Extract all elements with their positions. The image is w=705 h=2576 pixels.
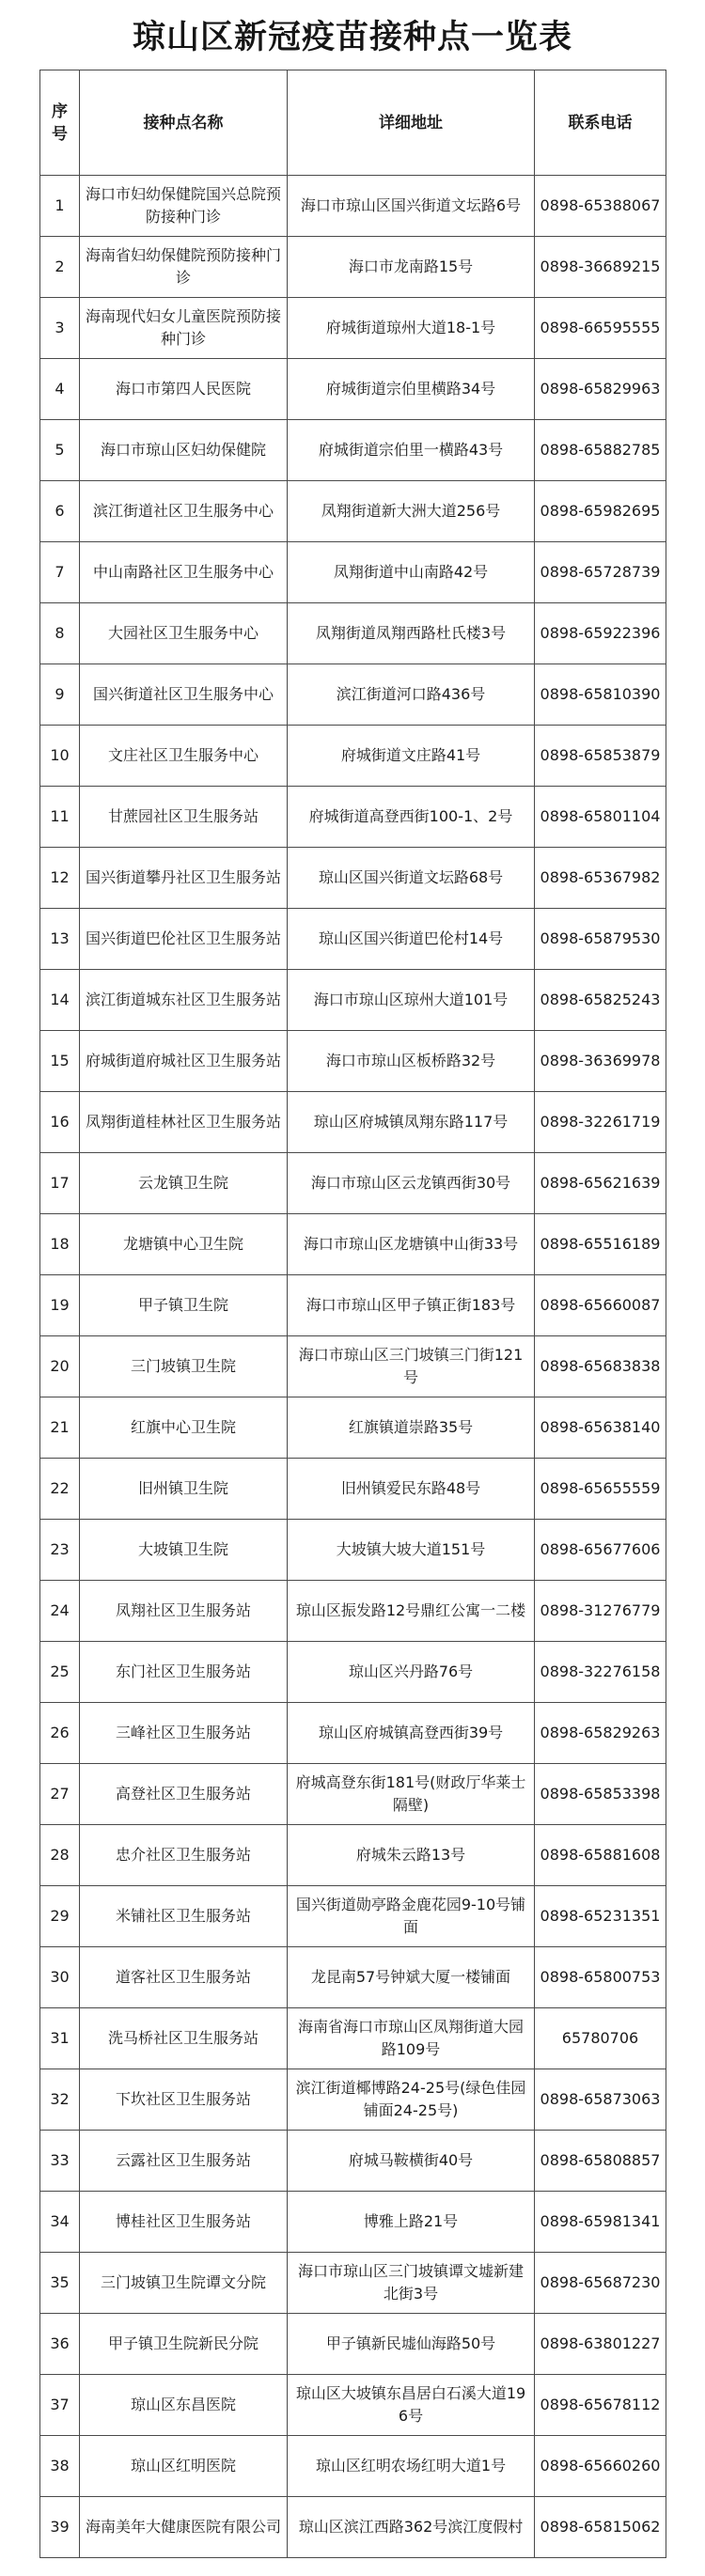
row-index: 13 [40,909,80,970]
header-phone: 联系电话 [535,70,666,176]
table-row [40,2375,666,2436]
row-site-name: 海南美年大健康医院有限公司 [80,2497,288,2558]
header-row [40,70,666,176]
row-address: 琼山区大坡镇东昌居白石溪大道196号 [288,2375,535,2436]
row-site-name: 琼山区东昌医院 [80,2375,288,2436]
table-row [40,1764,666,1825]
row-phone: 0898-65678112 [535,2375,666,2436]
row-index: 22 [40,1459,80,1520]
row-address: 府城街道文庄路41号 [288,726,535,787]
table-row [40,1703,666,1764]
row-address: 府城街道高登西街100-1、2号 [288,787,535,848]
row-phone: 0898-32276158 [535,1642,666,1703]
row-address: 府城街道宗伯里横路34号 [288,359,535,420]
row-site-name: 滨江街道城东社区卫生服务站 [80,970,288,1031]
row-site-name: 三门坡镇卫生院 [80,1336,288,1397]
row-site-name: 三门坡镇卫生院谭文分院 [80,2253,288,2314]
row-site-name: 海南现代妇女儿童医院预防接种门诊 [80,298,288,359]
table-row [40,1275,666,1336]
row-phone: 0898-65810390 [535,664,666,726]
table-row [40,1153,666,1214]
row-address: 国兴街道勋亭路金鹿花园9-10号铺面 [288,1886,535,1947]
row-address: 凤翔街道新大洲大道256号 [288,481,535,542]
row-phone: 0898-65922396 [535,603,666,664]
row-address: 凤翔街道中山南路42号 [288,542,535,603]
row-site-name: 甘蔗园社区卫生服务站 [80,787,288,848]
table-row [40,1336,666,1397]
row-phone: 0898-65808857 [535,2131,666,2192]
row-address: 红旗镇道崇路35号 [288,1397,535,1459]
row-address: 博雅上路21号 [288,2192,535,2253]
table-row [40,2192,666,2253]
row-address: 凤翔街道凤翔西路杜氏楼3号 [288,603,535,664]
table-row [40,1947,666,2008]
table-row [40,1092,666,1153]
row-address: 琼山区府城镇高登西街39号 [288,1703,535,1764]
row-index: 8 [40,603,80,664]
table-row [40,2314,666,2375]
table-row [40,542,666,603]
row-site-name: 道客社区卫生服务站 [80,1947,288,2008]
row-phone: 0898-65800753 [535,1947,666,2008]
table-row [40,2069,666,2131]
row-address: 滨江街道河口路436号 [288,664,535,726]
row-site-name: 滨江街道社区卫生服务中心 [80,481,288,542]
row-site-name: 国兴街道巴伦社区卫生服务站 [80,909,288,970]
table-row [40,1581,666,1642]
row-index: 19 [40,1275,80,1336]
row-site-name: 米铺社区卫生服务站 [80,1886,288,1947]
row-index: 1 [40,176,80,237]
row-phone: 0898-65516189 [535,1214,666,1275]
row-address: 琼山区兴丹路76号 [288,1642,535,1703]
row-index: 24 [40,1581,80,1642]
row-address: 琼山区滨江西路362号滨江度假村 [288,2497,535,2558]
row-phone: 0898-65388067 [535,176,666,237]
row-index: 34 [40,2192,80,2253]
row-site-name: 海口市妇幼保健院国兴总院预防接种门诊 [80,176,288,237]
row-index: 5 [40,420,80,481]
table-row [40,603,666,664]
row-site-name: 海口市第四人民医院 [80,359,288,420]
header-name: 接种点名称 [80,70,288,176]
table-row [40,1459,666,1520]
row-site-name: 云露社区卫生服务站 [80,2131,288,2192]
row-index: 32 [40,2069,80,2131]
table-row [40,787,666,848]
table-header [40,70,666,176]
row-site-name: 府城街道府城社区卫生服务站 [80,1031,288,1092]
row-site-name: 凤翔社区卫生服务站 [80,1581,288,1642]
row-index: 16 [40,1092,80,1153]
row-site-name: 甲子镇卫生院新民分院 [80,2314,288,2375]
row-phone: 0898-63801227 [535,2314,666,2375]
row-address: 龙昆南57号钟斌大厦一楼铺面 [288,1947,535,2008]
row-phone: 0898-65728739 [535,542,666,603]
row-index: 15 [40,1031,80,1092]
row-phone: 0898-65829263 [535,1703,666,1764]
row-address: 滨江街道椰博路24-25号(绿色佳园铺面24-25号) [288,2069,535,2131]
table-row [40,970,666,1031]
row-phone: 0898-65825243 [535,970,666,1031]
row-address: 甲子镇新民墟仙海路50号 [288,2314,535,2375]
row-address: 海口市琼山区三门坡镇三门街121号 [288,1336,535,1397]
row-phone: 0898-31276779 [535,1581,666,1642]
row-phone: 0898-36689215 [535,237,666,298]
row-phone: 0898-65801104 [535,787,666,848]
row-address: 海口市琼山区云龙镇西街30号 [288,1153,535,1214]
table-row [40,848,666,909]
row-address: 府城高登东街181号(财政厅华莱士隔壁) [288,1764,535,1825]
row-index: 35 [40,2253,80,2314]
row-address: 海口市琼山区琼州大道101号 [288,970,535,1031]
row-address: 府城朱云路13号 [288,1825,535,1886]
row-index: 10 [40,726,80,787]
row-index: 37 [40,2375,80,2436]
row-address: 海口市龙南路15号 [288,237,535,298]
row-address: 海口市琼山区国兴街道文坛路6号 [288,176,535,237]
row-address: 旧州镇爱民东路48号 [288,1459,535,1520]
row-site-name: 东门社区卫生服务站 [80,1642,288,1703]
row-index: 28 [40,1825,80,1886]
row-index: 3 [40,298,80,359]
row-site-name: 琼山区红明医院 [80,2436,288,2497]
row-index: 31 [40,2008,80,2069]
table-row [40,2497,666,2558]
row-address: 琼山区府城镇凤翔东路117号 [288,1092,535,1153]
row-address: 大坡镇大坡大道151号 [288,1520,535,1581]
row-site-name: 中山南路社区卫生服务中心 [80,542,288,603]
table-row [40,420,666,481]
row-address: 琼山区国兴街道文坛路68号 [288,848,535,909]
row-index: 36 [40,2314,80,2375]
row-phone: 0898-65367982 [535,848,666,909]
row-phone: 0898-65621639 [535,1153,666,1214]
row-phone: 0898-32261719 [535,1092,666,1153]
table-row [40,1886,666,1947]
row-address: 海口市琼山区甲子镇正街183号 [288,1275,535,1336]
row-site-name: 文庄社区卫生服务中心 [80,726,288,787]
row-site-name: 国兴街道攀丹社区卫生服务站 [80,848,288,909]
row-index: 23 [40,1520,80,1581]
table-row [40,664,666,726]
row-address: 琼山区红明农场红明大道1号 [288,2436,535,2497]
row-phone: 0898-65683838 [535,1336,666,1397]
row-phone: 0898-66595555 [535,298,666,359]
row-site-name: 三峰社区卫生服务站 [80,1703,288,1764]
row-index: 30 [40,1947,80,2008]
row-phone: 0898-65829963 [535,359,666,420]
row-site-name: 海南省妇幼保健院预防接种门诊 [80,237,288,298]
row-index: 39 [40,2497,80,2558]
row-phone: 0898-65981341 [535,2192,666,2253]
row-index: 18 [40,1214,80,1275]
row-phone: 0898-65881608 [535,1825,666,1886]
row-phone: 0898-65677606 [535,1520,666,1581]
row-address: 府城街道琼州大道18-1号 [288,298,535,359]
row-index: 26 [40,1703,80,1764]
row-phone: 0898-65882785 [535,420,666,481]
row-phone: 0898-65660087 [535,1275,666,1336]
row-site-name: 凤翔街道桂林社区卫生服务站 [80,1092,288,1153]
row-site-name: 云龙镇卫生院 [80,1153,288,1214]
row-phone: 0898-65655559 [535,1459,666,1520]
table-row [40,1031,666,1092]
row-address: 海口市琼山区三门坡镇谭文墟新建北街3号 [288,2253,535,2314]
row-site-name: 高登社区卫生服务站 [80,1764,288,1825]
table-row [40,359,666,420]
row-phone: 0898-65638140 [535,1397,666,1459]
row-phone: 0898-65879530 [535,909,666,970]
row-phone: 0898-65853879 [535,726,666,787]
row-index: 4 [40,359,80,420]
row-site-name: 大园社区卫生服务中心 [80,603,288,664]
table-row [40,1642,666,1703]
row-index: 21 [40,1397,80,1459]
row-address: 琼山区国兴街道巴伦村14号 [288,909,535,970]
table-row [40,237,666,298]
row-site-name: 甲子镇卫生院 [80,1275,288,1336]
row-address: 府城街道宗伯里一横路43号 [288,420,535,481]
row-phone: 0898-65873063 [535,2069,666,2131]
page-title: 琼山区新冠疫苗接种点一览表 [132,19,572,56]
row-address: 海口市琼山区板桥路32号 [288,1031,535,1092]
row-index: 25 [40,1642,80,1703]
row-address: 琼山区振发路12号鼎红公寓一二楼 [288,1581,535,1642]
row-index: 29 [40,1886,80,1947]
row-site-name: 红旗中心卫生院 [80,1397,288,1459]
row-site-name: 国兴街道社区卫生服务中心 [80,664,288,726]
table-row [40,1214,666,1275]
table-row [40,1520,666,1581]
row-address: 府城马鞍横街40号 [288,2131,535,2192]
row-site-name: 大坡镇卫生院 [80,1520,288,1581]
table-row [40,2008,666,2069]
row-index: 6 [40,481,80,542]
row-site-name: 龙塘镇中心卫生院 [80,1214,288,1275]
table-row [40,481,666,542]
table-row [40,2131,666,2192]
header-index: 序号 [40,70,80,176]
header-address: 详细地址 [288,70,535,176]
row-index: 7 [40,542,80,603]
vaccination-sites-table [39,70,666,2558]
row-index: 14 [40,970,80,1031]
row-site-name: 旧州镇卫生院 [80,1459,288,1520]
row-site-name: 洗马桥社区卫生服务站 [80,2008,288,2069]
table-row [40,1825,666,1886]
row-phone: 0898-65815062 [535,2497,666,2558]
table-row [40,2436,666,2497]
row-site-name: 忠介社区卫生服务站 [80,1825,288,1886]
row-index: 38 [40,2436,80,2497]
row-phone: 0898-36369978 [535,1031,666,1092]
table-row [40,1397,666,1459]
row-phone: 0898-65687230 [535,2253,666,2314]
table-row [40,726,666,787]
table-body [40,176,666,2558]
row-phone: 0898-65982695 [535,481,666,542]
row-index: 2 [40,237,80,298]
row-phone: 65780706 [535,2008,666,2069]
row-index: 9 [40,664,80,726]
row-index: 33 [40,2131,80,2192]
table-row [40,176,666,237]
row-site-name: 博桂社区卫生服务站 [80,2192,288,2253]
row-site-name: 海口市琼山区妇幼保健院 [80,420,288,481]
row-site-name: 下坎社区卫生服务站 [80,2069,288,2131]
table-row [40,2253,666,2314]
row-index: 17 [40,1153,80,1214]
row-phone: 0898-65231351 [535,1886,666,1947]
row-phone: 0898-65660260 [535,2436,666,2497]
row-index: 11 [40,787,80,848]
row-phone: 0898-65853398 [535,1764,666,1825]
row-index: 27 [40,1764,80,1825]
table-row [40,298,666,359]
table-row [40,909,666,970]
row-index: 12 [40,848,80,909]
row-index: 20 [40,1336,80,1397]
row-address: 海口市琼山区龙塘镇中山街33号 [288,1214,535,1275]
row-address: 海南省海口市琼山区凤翔街道大园路109号 [288,2008,535,2069]
